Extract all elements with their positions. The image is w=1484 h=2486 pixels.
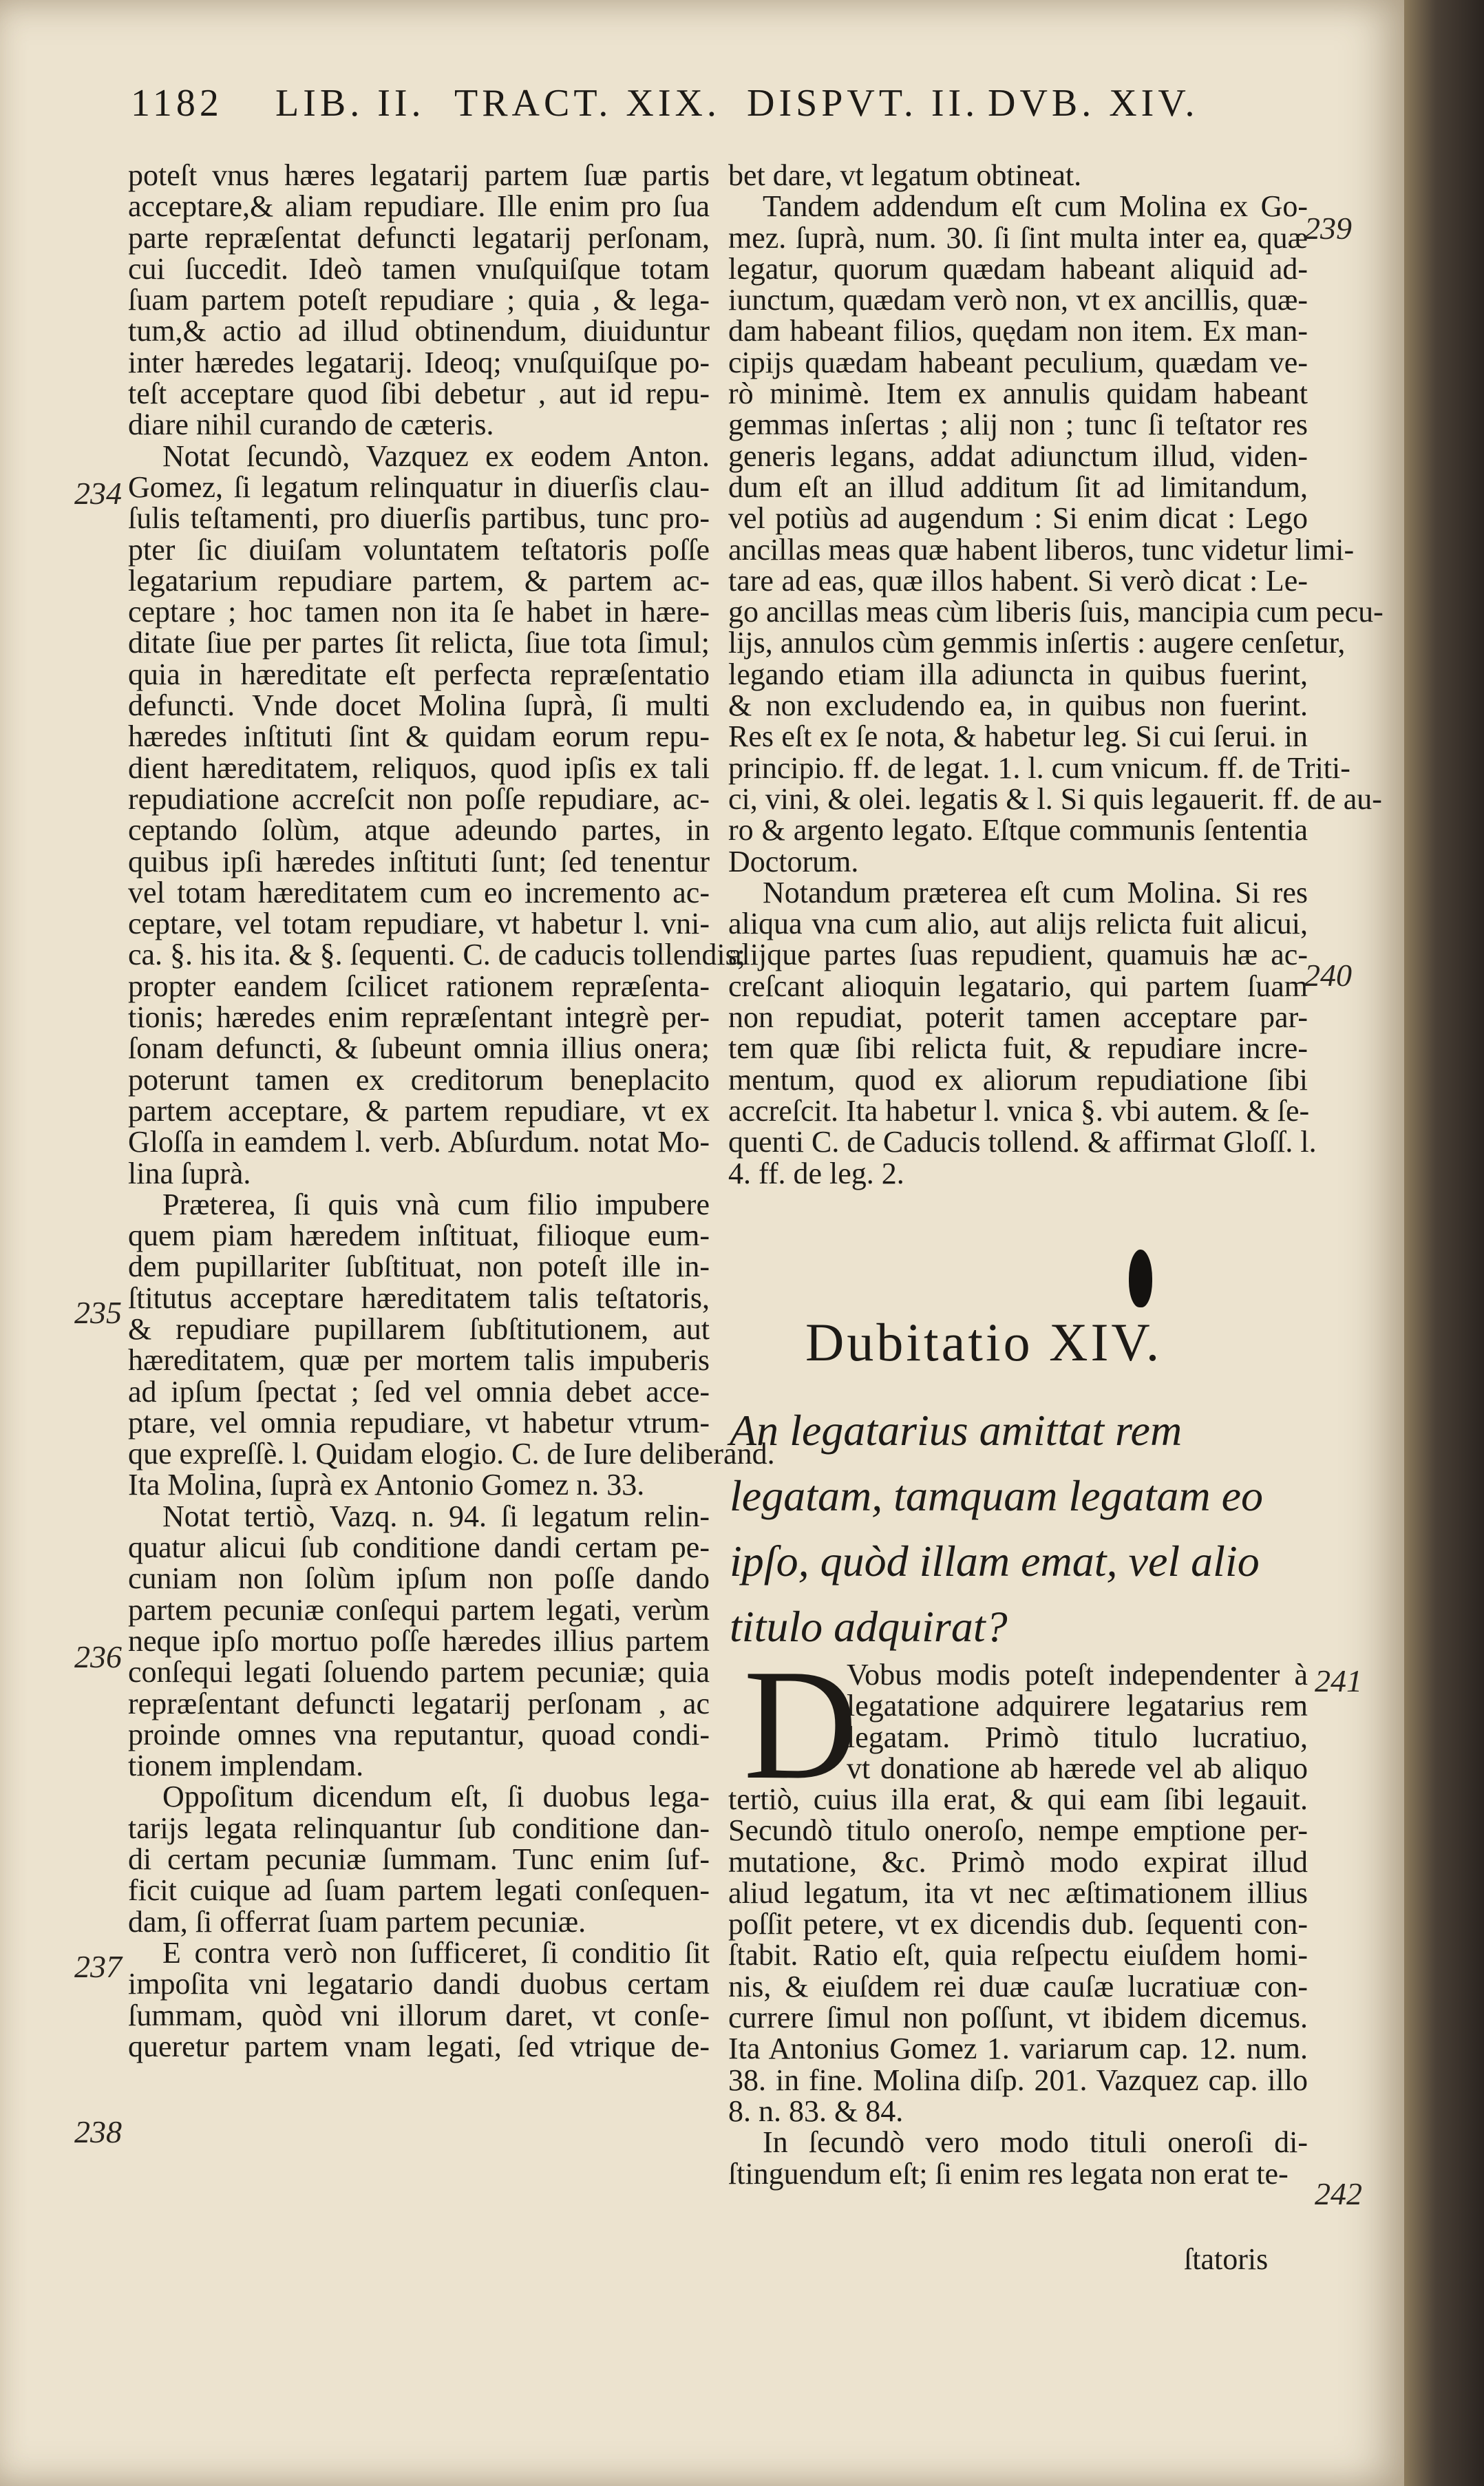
text-line: generis legans, addat adiunctum illud, viden-	[728, 439, 1308, 473]
text-line: tum,& actio ad illud obtinendum, diuiduntur	[128, 314, 710, 348]
dubitatio-question: An legatarius amittat rem legatam, tamquam legatam eo ipſo, quòd illam emat, vel alio titulo adquirat?	[730, 1406, 1263, 1651]
text-line: Tandem addendum eſt cum Molina ex Go-	[763, 189, 1308, 224]
margin-number-235: 235	[74, 1295, 122, 1330]
text-line: iunctum, quædam verò non, vt ex ancillis, quæ-	[728, 283, 1308, 317]
text-line: lijs, annulos cùm gemmis inſertis : augere cenſetur,	[728, 626, 1346, 660]
margin-number-239: 239	[1304, 211, 1352, 246]
text-line: In ſecundò vero modo tituli oneroſi di-	[763, 2125, 1308, 2160]
text-line: ad ipſum ſpectat ; ſed vel omnia debet acce-	[128, 1374, 710, 1409]
text-line: E contra verò non ſufficeret, ſi conditio ſit	[162, 1935, 710, 1970]
text-line: 4. ff. de leg. 2.	[728, 1156, 904, 1190]
text-line: creſcant alioquin legatario, qui partem ſuam	[728, 969, 1308, 1003]
page-number: 1182	[131, 82, 223, 125]
header-dubium: DVB. XIV.	[988, 82, 1199, 125]
text-line: dam, ſi offerrat ſuam partem pecuniæ.	[128, 1904, 586, 1939]
text-line: ci, vini, & olei. legatis & l. Si quis legauerit. ff. de au-	[728, 781, 1382, 816]
text-line: di certam pecuniæ ſummam. Tunc enim ſuf-	[128, 1842, 710, 1877]
text-line: Ita Molina, ſuprà ex Antonio Gomez n. 33.	[128, 1468, 645, 1502]
text-line: vel potiùs ad augendum : Si enim dicat : Lego	[728, 501, 1308, 536]
text-line: mez. ſuprà, num. 30. ſi ſint multa inter ea, quæ	[728, 220, 1308, 255]
header-disputatio: DISPVT. II.	[747, 82, 979, 125]
text-line: Gloſſa in eamdem l. verb. Abſurdum. notat Mo-	[128, 1125, 710, 1159]
text-line: legatatione adquirere legatarius rem	[847, 1689, 1308, 1723]
text-line: Oppoſitum dicendum eſt, ſi duobus lega-	[162, 1780, 710, 1814]
margin-number-236: 236	[74, 1639, 122, 1674]
text-line: poſſit petere, vt ex dicendis dub. ſequenti con-	[728, 1907, 1308, 1941]
text-line: ceptando ſolùm, atque adeundo partes, in	[128, 813, 710, 847]
margin-number-240: 240	[1304, 958, 1352, 993]
text-line: ſonam defuncti, & ſubeunt omnia illius onera;	[128, 1031, 710, 1066]
text-line: teſt acceptare quod ſibi debetur , aut id repu-	[128, 377, 710, 411]
text-line: ceptare ; hoc tamen non ita ſe habet in hære-	[128, 595, 710, 629]
text-line: ptare, vel omnia repudiare, vt habetur vtrum-	[128, 1405, 710, 1440]
text-line: quibus ipſi hæredes inſtituti ſunt; ſed tenentur	[128, 844, 710, 878]
text-line: Vobus modis poteſt independenter à	[847, 1658, 1308, 1692]
margin-number-238: 238	[74, 2114, 122, 2149]
text-line: ſtitutus acceptare hæreditatem talis teſtatoris,	[128, 1281, 710, 1315]
text-line: ſtinguendum eſt; ſi enim res legata non erat te-	[728, 2156, 1289, 2191]
text-line: 38. in fine. Molina diſp. 201. Vazquez cap. illo	[728, 2063, 1308, 2097]
text-line: partem acceptare, & partem repudiare, vt ex	[128, 1093, 710, 1128]
text-line: pter ſic diuiſam voluntatem teſtatoris poſſe	[128, 532, 710, 567]
text-line: & repudiare pupillarem ſubſtitutionem, aut	[128, 1312, 710, 1346]
right-column-bottom	[728, 1784, 1308, 2189]
text-line: inter hæredes legatarij. Ideoq; vnuſquiſque po-	[128, 345, 710, 379]
text-line: ca. §. his ita. & §. ſequenti. C. de caducis tollendis;	[128, 938, 745, 972]
page-edge	[1404, 0, 1484, 2486]
text-line: parte repræſentat defuncti legatarij perſonam,	[128, 220, 710, 255]
text-line: vt donatione ab hærede vel ab aliquo	[847, 1751, 1308, 1785]
text-line: tarijs legata relinquantur ſub conditione dan-	[128, 1811, 710, 1845]
right-column-bottom-indented	[847, 1659, 1308, 1784]
text-line: proinde omnes vna reputantur, quoad condi-	[128, 1717, 710, 1751]
text-line: vel totam hæreditatem cum eo incremento ac-	[128, 875, 710, 909]
text-line: quia in hæreditate eſt perfecta repræſentatio	[128, 657, 710, 691]
text-line: & non excludendo ea, in quibus non fuerint.	[728, 688, 1308, 723]
text-line: Gomez, ſi legatum relinquatur in diuerſis clau-	[128, 470, 710, 504]
text-line: dient hæreditatem, reliquos, quod ipſis ex tali	[128, 750, 710, 785]
text-line: propter eandem ſcilicet rationem repræſenta-	[128, 969, 710, 1003]
text-line: ſummam, quòd vni illorum daret, vt conſe-	[128, 1998, 710, 2032]
text-line: dum eſt an illud additum ſit ad limitandum,	[728, 470, 1308, 504]
text-line: rò minimè. Item ex annulis quidam habeant	[728, 377, 1308, 411]
text-line: cuniam non ſolùm ipſum non poſſe dando	[128, 1561, 710, 1596]
text-line: ficit cuique ad ſuam partem legati conſequen-	[128, 1873, 710, 1908]
text-line: Doctorum.	[728, 844, 859, 878]
text-line: Præterea, ſi quis vnà cum filio impubere	[162, 1187, 710, 1221]
text-line: aliqua vna cum alio, aut alijs relicta fuit alicui,	[728, 907, 1308, 941]
text-line: mutatione, &c. Primò modo expirat illud	[728, 1844, 1308, 1879]
text-line: hæredes inſtituti ſint & quidam eorum repu-	[128, 719, 710, 754]
text-line: non repudiat, poterit tamen acceptare par-	[728, 1000, 1308, 1035]
text-line: Notat tertiò, Vazq. n. 94. ſi legatum relin-	[162, 1499, 710, 1533]
text-line: ancillas meas quæ habent liberos, tunc videtur limi-	[728, 532, 1355, 567]
text-line: bet dare, vt legatum obtineat.	[728, 158, 1082, 192]
text-line: legando etiam illa adiuncta in quibus fuerint,	[728, 657, 1308, 691]
text-line: acceptare,& aliam repudiare. Ille enim pro ſua	[128, 189, 710, 224]
header-tractatus: TRACT. XIX.	[454, 82, 721, 125]
text-line: currere ſimul non poſſunt, vt ibidem dicemus.	[728, 2001, 1308, 2035]
text-line: repudiatione accreſcit non poſſe repudiare, ac-	[128, 781, 710, 816]
text-line: tem quæ ſibi relicta fuit, & repudiare incre-	[728, 1031, 1308, 1066]
text-line: alijque partes ſuas repudient, quamuis hæ ac-	[728, 938, 1308, 972]
text-line: conſequi legati ſoluendo partem pecuniæ; quia	[128, 1655, 710, 1689]
text-line: queretur partem vnam legati, ſed vtrique de-	[128, 2029, 710, 2063]
text-line: Notandum præterea eſt cum Molina. Si res	[763, 875, 1308, 909]
text-line: tertiò, cuius illa erat, & qui eam ſibi legauit.	[728, 1782, 1308, 1816]
text-line: go ancillas meas cùm liberis ſuis, mancipia cum pecu-	[728, 595, 1384, 629]
text-line: aliud legatum, ita vt nec æſtimationem illius	[728, 1875, 1308, 1910]
text-line: cipijs quædam habeant peculium, quædam ve-	[728, 345, 1308, 379]
text-line: quenti C. de Caducis tollend. & affirmat Gloſſ. l.	[728, 1125, 1317, 1159]
text-line: 8. n. 83. & 84.	[728, 2094, 904, 2128]
margin-number-242: 242	[1315, 2176, 1362, 2211]
text-line: tare ad eas, quæ illos habent. Si verò dicat : Le-	[728, 563, 1308, 598]
text-line: repræſentant defuncti legatarij perſonam , ac	[128, 1686, 710, 1720]
text-line: nis, & eiuſdem rei duæ cauſæ lucratiuæ con-	[728, 1969, 1308, 2003]
text-line: partem pecuniæ conſequi partem legati, verùm	[128, 1592, 710, 1627]
margin-number-237: 237	[74, 1949, 122, 1984]
text-line: tionem implendam.	[128, 1749, 364, 1783]
text-line: poterunt tamen ex creditorum beneplacito	[128, 1062, 710, 1097]
text-line: poteſt vnus hæres legatarij partem ſuæ partis	[128, 158, 710, 192]
left-column	[128, 158, 775, 2063]
text-line: accreſcit. Ita habetur l. vnica §. vbi autem. & ſe-	[728, 1093, 1310, 1128]
text-line: principio. ff. de legat. 1. l. cum vnicum. ff. de Triti-	[728, 750, 1350, 785]
text-line: quatur alicui ſub conditione dandi certam pe-	[128, 1530, 710, 1565]
text-line: legatur, quorum quædam habeant aliquid ad-	[728, 251, 1308, 286]
ink-blot	[1129, 1250, 1152, 1307]
text-line: tionis; hæredes enim repræſentant integrè per-	[128, 1000, 710, 1035]
running-header	[131, 81, 1211, 139]
text-line: diare nihil curando de cæteris.	[128, 408, 494, 442]
text-line: que expreſſè. l. Quidam elogio. C. de Iure deliberand.	[128, 1437, 775, 1471]
text-line: legatam. Primò titulo lucratiuo,	[847, 1720, 1308, 1754]
text-line: mentum, quod ex aliorum repudiatione ſibi	[728, 1062, 1308, 1097]
text-line: Notat ſecundò, Vazquez ex eodem Anton.	[162, 439, 710, 473]
text-line: Ita Antonius Gomez 1. variarum cap. 12. num.	[728, 2032, 1308, 2066]
dubitatio-title: Dubitatio XIV.	[805, 1312, 1163, 1372]
text-line: impoſita vni legatario dandi duobus certam	[128, 1967, 710, 2001]
text-line: ro & argento legato. Eſtque communis ſententia	[728, 813, 1308, 847]
header-liber: LIB. II.	[275, 82, 425, 125]
margin-number-241: 241	[1315, 1663, 1362, 1698]
text-line: ſulis teſtamenti, pro diuerſis partibus, tunc pro-	[128, 501, 710, 536]
text-line: defuncti. Vnde docet Molina ſuprà, ſi multi	[128, 688, 710, 723]
text-line: quem piam hæredem inſtituat, filioque eum-	[128, 1219, 710, 1253]
text-line: lina ſuprà.	[128, 1156, 251, 1190]
margin-number-234: 234	[74, 476, 122, 511]
text-line: ſuam partem poteſt repudiare ; quia , & lega-	[128, 283, 710, 317]
text-line: Res eſt ex ſe nota, & habetur leg. Si cui ſerui. in	[728, 719, 1308, 754]
text-line: legatarium repudiare partem, & partem ac-	[128, 563, 710, 598]
text-line: ditate ſiue per partes ſit relicta, ſiue tota ſimul;	[128, 626, 710, 660]
drop-capital: D	[743, 1636, 858, 1812]
text-line: ceptare, vel totam repudiare, vt habetur l. vni-	[128, 907, 710, 941]
catchword: ſtatoris	[1184, 2242, 1269, 2276]
text-line: ſtabit. Ratio eſt, quia reſpectu eiuſdem homi-	[728, 1938, 1308, 1972]
text-line: dem pupillariter ſubſtituat, non poteſt ille in-	[128, 1250, 710, 1284]
text-line: cui ſuccedit. Ideò tamen vnuſquiſque totam	[128, 251, 710, 286]
text-line: gemmas inſertas ; alij non ; tunc ſi teſtator res	[728, 408, 1308, 442]
text-line: dam habeant filios, quędam non item. Ex man-	[728, 314, 1308, 348]
text-line: hæreditatem, quæ per mortem talis impuberis	[128, 1343, 710, 1378]
text-line: Secundò titulo oneroſo, nempe emptione per-	[728, 1813, 1308, 1848]
text-line: neque ipſo mortuo poſſe hæredes illius partem	[128, 1623, 710, 1658]
